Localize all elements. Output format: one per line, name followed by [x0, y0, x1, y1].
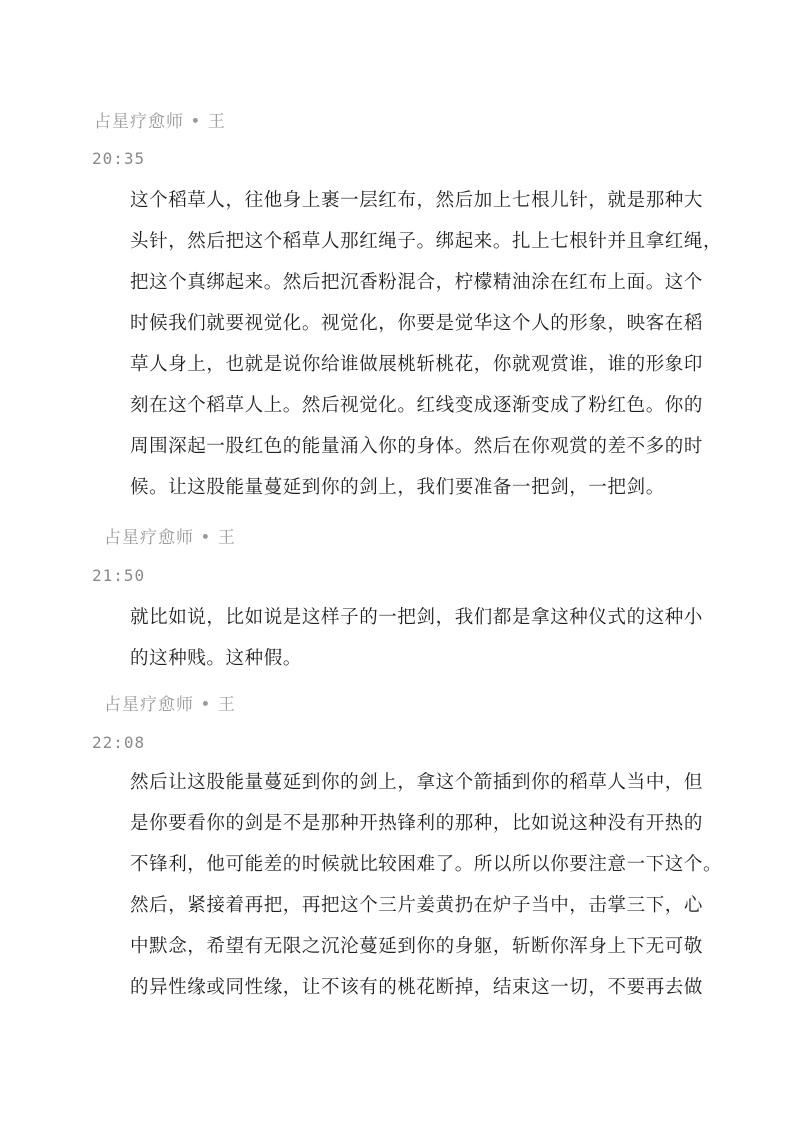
speaker-label: 占星疗愈师 • 王 [94, 112, 226, 132]
timestamp: 22:08 [92, 733, 146, 752]
timestamp: 21:50 [92, 566, 146, 585]
transcript-line: 草人身上，也就是说你给谁做展桃斩桃花，你就观赏谁，谁的形象印 [130, 354, 704, 375]
transcript-line: 然后让这股能量蔓延到你的剑上，拿这个箭插到你的稻草人当中，但 [130, 772, 704, 793]
transcript-paragraph [130, 597, 720, 679]
speaker-label: 占星疗愈师 • 王 [104, 528, 236, 548]
transcript-paragraph [130, 180, 723, 508]
transcript-line: 时候我们就要视觉化。视觉化，你要是觉华这个人的形象，映客在稻 [130, 313, 704, 334]
transcript-line: 不锋利，他可能差的时候就比较困难了。所以所以你要注意一下这个。 [130, 854, 723, 875]
transcript-line: 就比如说，比如说是这样子的一把剑，我们都是拿这种仪式的这种小 [130, 607, 704, 628]
transcript-line: 中默念，希望有无限之沉沦蔓延到你的身躯，斩断你浑身上下无可敬 [130, 936, 704, 957]
transcript-line: 的异性缘或同性缘，让不该有的桃花断掉，结束这一切，不要再去做 [130, 977, 704, 998]
transcript-line: 周围深起一股红色的能量涌入你的身体。然后在你观赏的差不多的时 [130, 436, 704, 457]
transcript-line: 的这种贱。这种假。 [130, 648, 302, 669]
transcript-line: 候。让这股能量蔓延到你的剑上，我们要准备一把剑，一把剑。 [130, 477, 665, 498]
transcript-line: 这个稻草人，往他身上裹一层红布，然后加上七根儿针，就是那种大 [130, 190, 704, 211]
transcript-line: 刻在这个稻草人上。然后视觉化。红线变成逐渐变成了粉红色。你的 [130, 395, 704, 416]
timestamp: 20:35 [92, 149, 146, 168]
transcript-line: 把这个真绑起来。然后把沉香粉混合，柠檬精油涂在红布上面。这个 [130, 272, 704, 293]
transcript-paragraph [130, 762, 723, 1008]
transcript-line: 然后，紧接着再把，再把这个三片姜黄扔在炉子当中，击掌三下，心 [130, 895, 704, 916]
transcript-line: 是你要看你的剑是不是那种开热锋利的那种，比如说这种没有开热的 [130, 813, 704, 834]
speaker-label: 占星疗愈师 • 王 [104, 695, 236, 715]
transcript-line: 头针，然后把这个稻草人那红绳子。绑起来。扎上七根针并且拿红绳， [130, 231, 723, 252]
